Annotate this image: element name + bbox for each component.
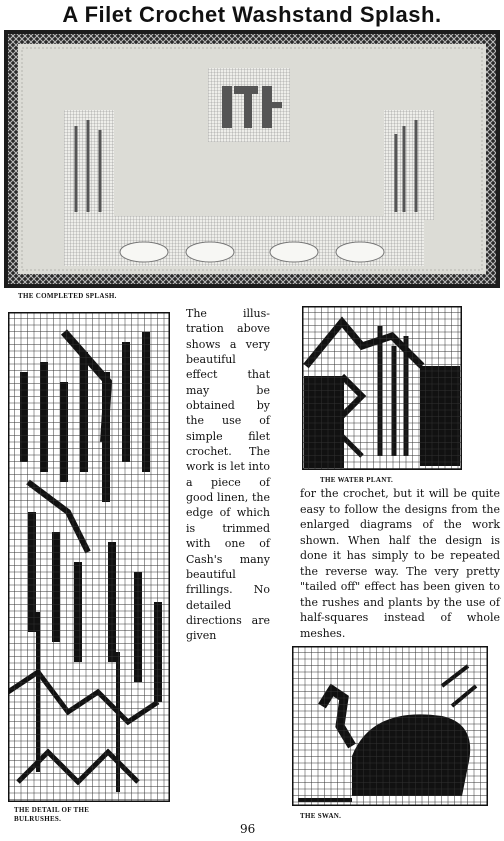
article-column-text: The illustration above shows a very beautiful effect that may be obtained by the use of simple filet crochet. The work is let into a piece of good linen, the edge of which is trimmed with one of Cash's many beautiful frillings. No detailed directions are given	[186, 307, 270, 643]
page-title: A Filet Crochet Washstand Splash.	[62, 2, 442, 27]
bulrushes-caption-line2: BULRUSHES.	[14, 815, 62, 823]
page-number: 96	[240, 822, 256, 836]
swan-caption: THE SWAN.	[300, 812, 342, 820]
completed-splash-photo	[4, 30, 500, 288]
bulrushes-chart	[8, 312, 170, 802]
water-plant-caption: THE WATER PLANT.	[320, 476, 394, 484]
completed-caption: THE COMPLETED SPLASH.	[18, 292, 117, 300]
swan-chart	[292, 646, 488, 806]
article-body-text: for the crochet, but it will be quite easy to follow the designs from the enlarged diagrams of the work shown. When half the design is done it has simply to be repeated the reverse way. The very pretty "tailed off" effect has been given to the rushes and plants by the use of half-squares instead of whole meshes.	[300, 487, 500, 640]
water-plant-chart	[302, 306, 462, 470]
bulrushes-caption-line1: THE DETAIL OF THE	[14, 806, 90, 814]
